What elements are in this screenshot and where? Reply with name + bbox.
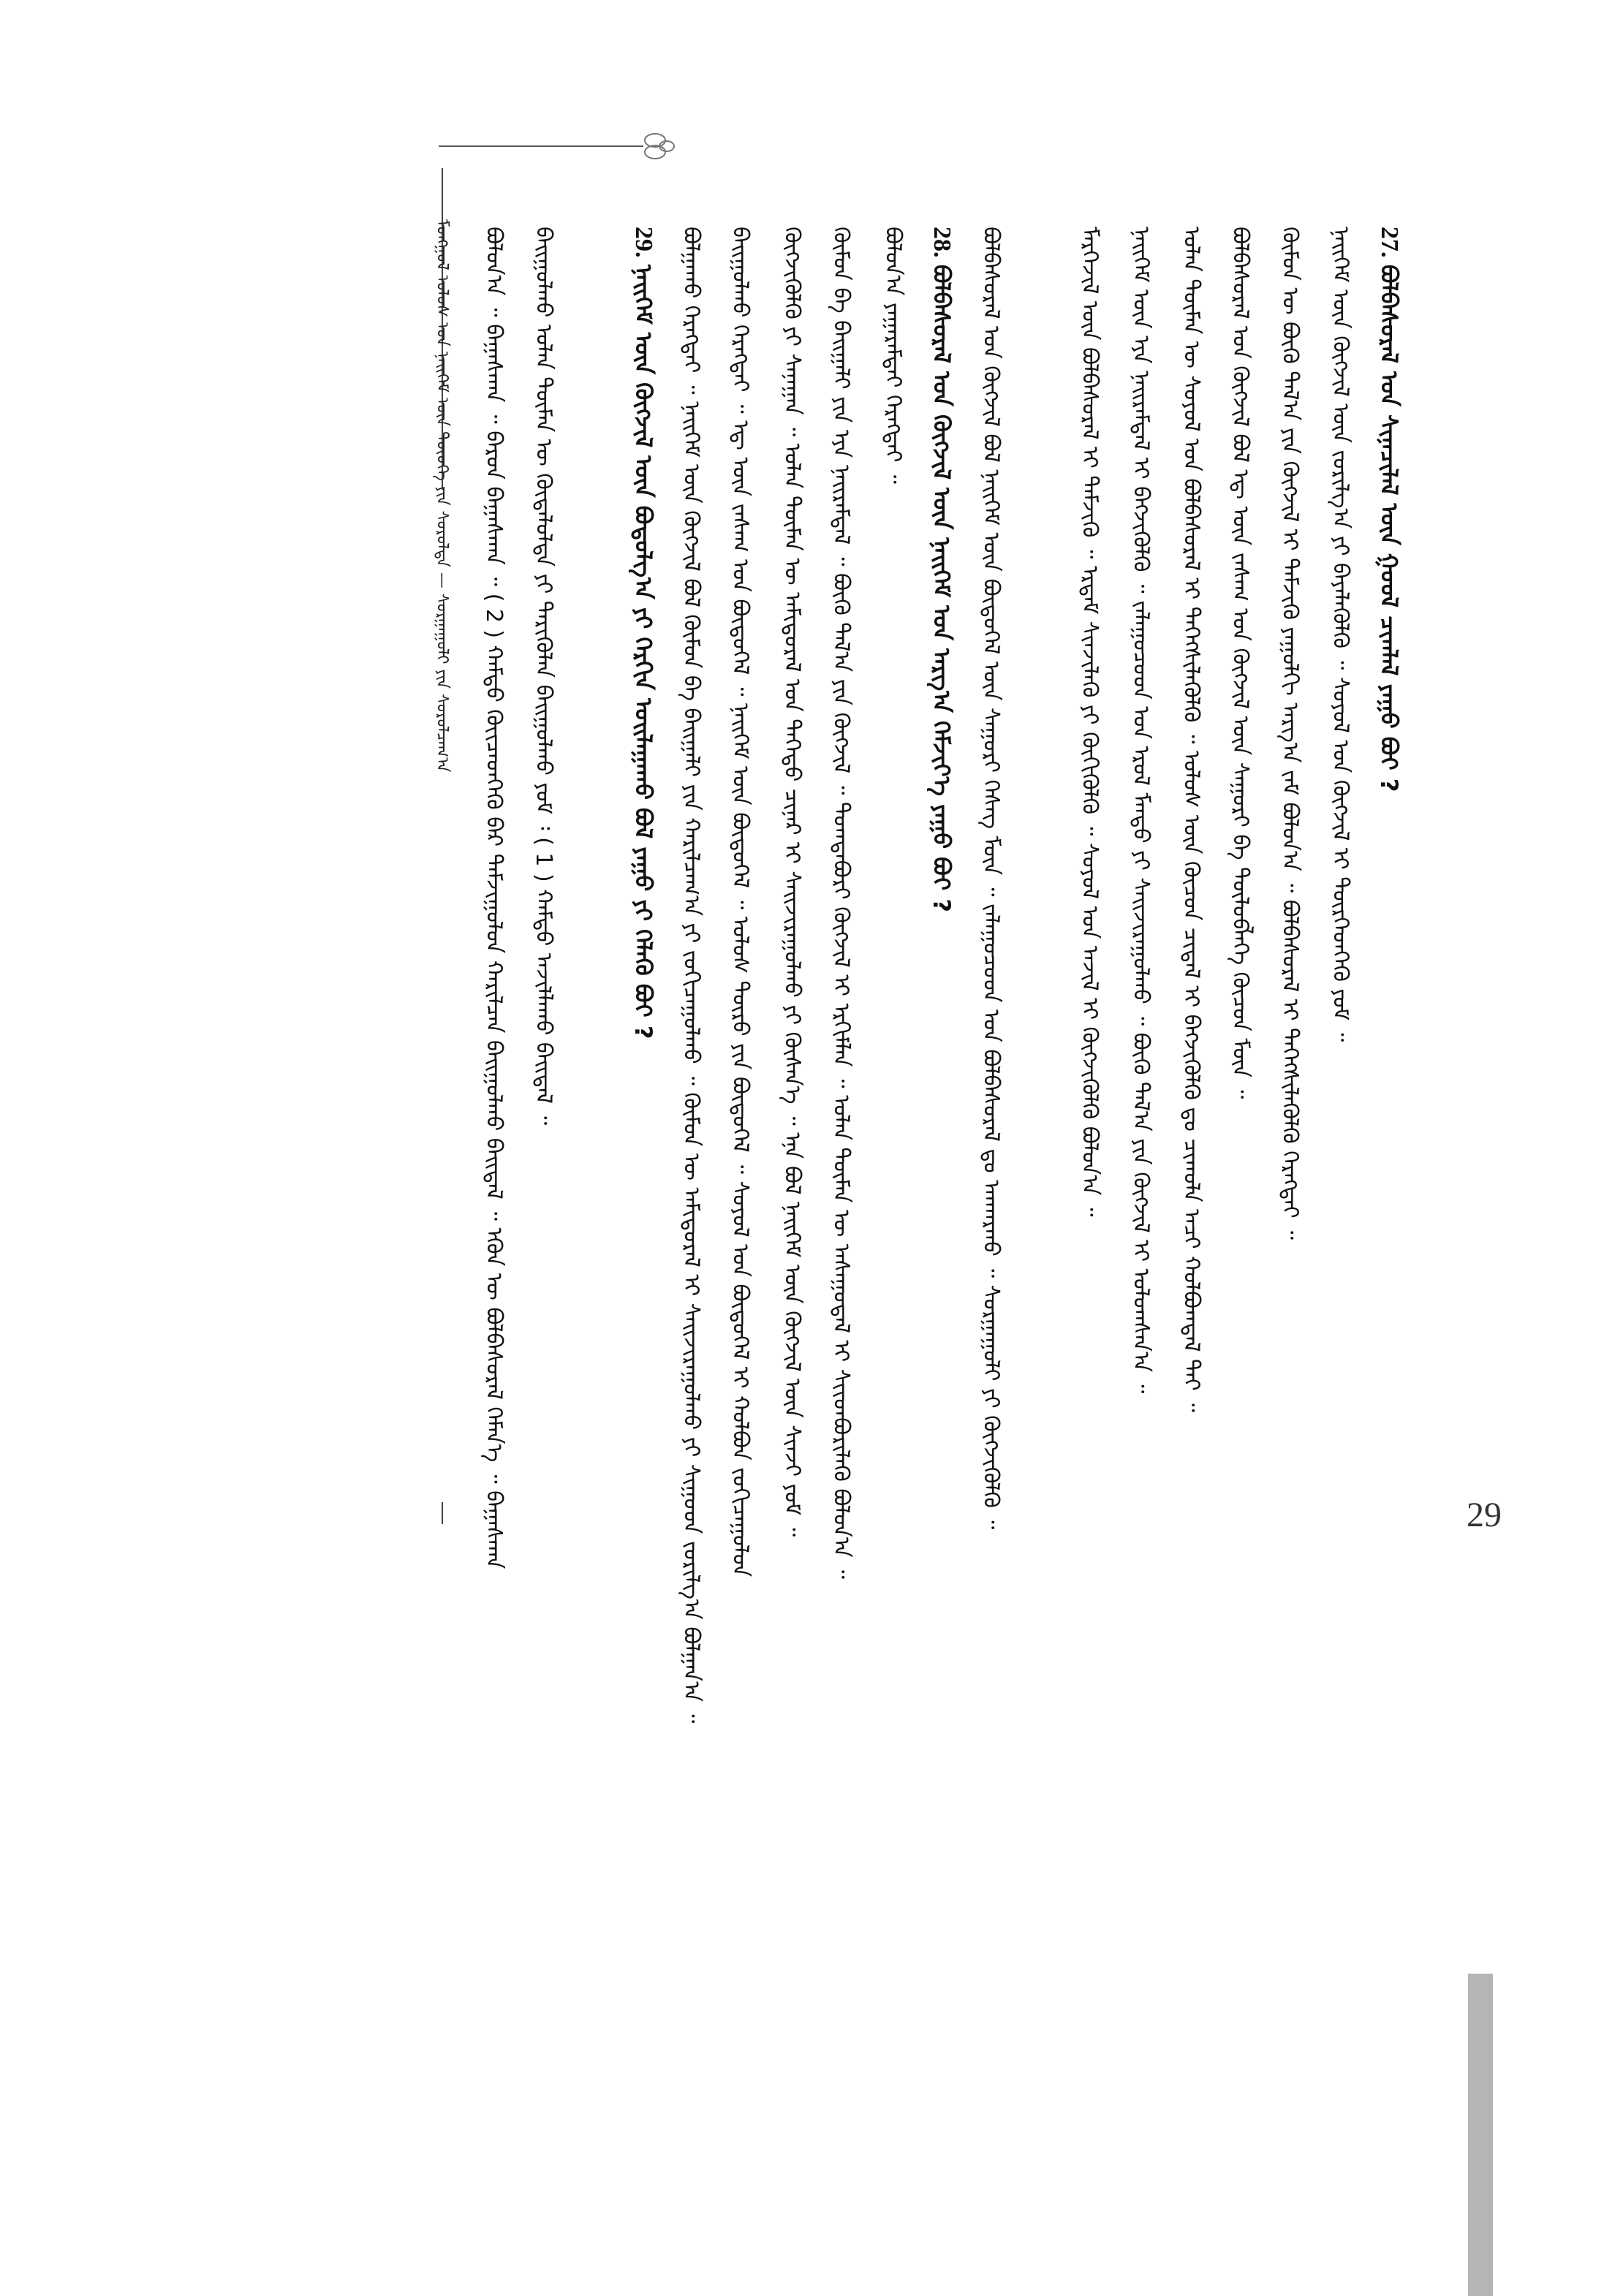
text-column: ᠪᠣᠯᠪᠠᠰᠤᠷᠠᠯ ᠤᠨ ᠬᠥᠭᠵᠢᠯ ᠪᠣᠯ ᠨᠡᠢᠭᠡᠮ ᠦᠨ ᠪᠦᠲᠦᠭᠡᠯ ᠦᠨ ᠰᠠᠭᠤᠷᠢ ᠬᠡᠰᠡᠭ ᠮᠥᠨ ᠃ ᠵᠠᠯᠠᠭᠤᠴᠤᠳ ᠤᠨ ᠪᠣᠯᠪᠠᠰᠤᠷᠠᠯ ᠳᠤ ᠠᠨᠬᠠᠷᠬᠤ ᠃ ᠰᠤᠷᠭᠠᠭᠤᠯᠢ ᠶᠢ ᠬᠥᠭᠵᠢᠭᠦᠯᠬᠦ ᠃ [978, 227, 1004, 1530]
text-column: 29. ᠨᠡᠢᠭᠡᠮ ᠦᠨ ᠬᠥᠭᠵᠢᠯ ᠦᠨ ᠪᠣᠳᠣᠯᠭ᠎ᠠ ᠶᠢ ᠬᠡᠷᠬᠢᠨ ᠣᠢᠯᠠᠭᠠᠬᠤ ᠪᠣᠯ ᠶᠠᠭᠤ ᠶᠢ ᠬᠡᠯᠡᠬᠦ ᠪᠤᠢ ? [629, 227, 657, 1039]
text-column: ᠪᠣᠯᠪᠠᠰᠤᠷᠠᠯ ᠤᠨ ᠬᠥᠭᠵᠢᠯ ᠪᠣᠯ ᠡᠳ᠋ ᠦᠨ ᠵᠠᠰᠠᠭ ᠤᠨ ᠬᠥᠭᠵᠢᠯ ᠦᠨ ᠰᠠᠭᠤᠷᠢ ᠪᠠ ᠲᠥᠯᠦᠪᠯᠡᠭᠡ ᠬᠦᠴᠦᠨ ᠮᠥᠨ ᠃ [1227, 227, 1253, 1099]
text-column: ᠬᠦᠮᠦᠨ ᠪᠠ ᠪᠠᠢᠭᠠᠯᠢ ᠶᠢᠨ ᠡᠶᠡ ᠨᠠᠢᠷᠠᠮᠳᠠᠯ ᠃ ᠪᠦᠬᠦ ᠲᠠᠯ᠎ᠠ ᠶᠢᠨ ᠬᠥᠭᠵᠢᠯ ᠃ ᠲᠣᠭᠲᠠᠪᠤᠷᠢ ᠬᠥᠭᠵᠢᠯ ᠢ ᠡᠷᠬᠢᠮᠯᠡᠨ ᠃ ᠣᠯᠠᠨ ᠲᠦᠮᠡᠨ ᠦ ᠠᠰᠠᠭᠤᠳᠠᠯ ᠢ ᠰᠢᠢᠳᠪᠦᠷᠢᠯᠡᠬᠦ ᠪᠣᠯᠤᠨ᠎ᠠ ᠃ [828, 227, 854, 1580]
text-column: ᠪᠠᠢᠭᠤᠯᠬᠤ ᠣᠯᠠᠨ ᠲᠦᠮᠡᠨ ᠦ ᠬᠦᠳᠡᠯᠦᠯᠲᠡ ᠶᠢ ᠲᠡᠷᠢᠭᠦᠯᠡᠨ ᠪᠠᠢᠭᠤᠯᠬᠤ ᠶᠤᠮ ᠄ ( 1 ) ᠬᠠᠮᠲᠤ ᠠᠵᠢᠯᠯᠠᠬᠤ ᠪᠠᠢᠳᠠᠯ ᠃ [531, 227, 556, 1126]
page-number: 29 [1467, 1496, 1502, 1534]
text-column: ᠪᠠᠢᠭᠤᠯᠬᠤ ᠬᠡᠷᠡᠭᠲᠡᠢ ᠃ ᠡᠳ᠋ ᠦᠨ ᠵᠠᠰᠠᠭ ᠤᠨ ᠪᠦᠲᠦᠭᠡᠯ ᠃ ᠨᠡᠢᠭᠡᠮ ᠦᠨ ᠪᠦᠲᠦᠭᠡᠯ ᠃ ᠤᠯᠤᠰ ᠲᠥᠷᠦ ᠶᠢᠨ ᠪᠦᠲᠦᠭᠡᠯ ᠃ ᠰᠣᠶᠣᠯ ᠤᠨ ᠪᠦᠲᠦᠭᠡᠯ ᠢ ᠬᠣᠯᠪᠣᠨ ᠵᠣᠬᠢᠴᠠᠭᠤᠯᠤᠨ [727, 227, 753, 1577]
page-edge-tab [1468, 1974, 1493, 2296]
text-column: ᠪᠣᠯᠭᠠᠬᠤ ᠬᠡᠷᠡᠭᠲᠡᠢ ᠃ ᠨᠡᠢᠭᠡᠮ ᠦᠨ ᠬᠥᠭᠵᠢᠯ ᠪᠣᠯ ᠬᠦᠮᠦᠨ ᠪᠠ ᠪᠠᠢᠭᠠᠯᠢ ᠶᠢᠨ ᠬᠠᠷᠢᠯᠴᠠᠭ᠎ᠠ ᠶᠢ ᠵᠣᠬᠢᠴᠠᠭᠤᠯᠬᠤ ᠃ ᠬᠦᠮᠦᠨ ᠦ ᠠᠮᠢᠳᠤᠷᠠᠯ ᠢ ᠰᠠᠢᠵᠢᠷᠠᠭᠤᠯᠬᠤ ᠶᠢ ᠰᠢᠭᠤᠳ ᠵᠣᠷᠢᠯᠭ᠎ᠠ ᠪᠣᠯᠭᠠᠨ᠎ᠠ ᠃ [678, 227, 704, 1724]
text-column: ᠬᠥᠭᠵᠢᠭᠦᠯᠬᠦ ᠶᠢ ᠰᠠᠨᠠᠭᠠᠨ ᠃ ᠣᠯᠠᠨ ᠲᠦᠮᠡᠨ ᠦ ᠠᠮᠢᠳᠤᠷᠠᠯ ᠤᠨ ᠳᠡᠭᠡᠳᠦ ᠴᠢᠨᠠᠷ ᠢ ᠰᠠᠢᠵᠢᠷᠠᠭᠤᠯᠬᠤ ᠶᠢ ᠬᠦᠰᠡᠨ᠎ᠡ ᠃ ᠡᠨᠡ ᠪᠣᠯ ᠨᠡᠢᠭᠡᠮ ᠦᠨ ᠬᠥᠭᠵᠢᠯ ᠦᠨ ᠰᠢᠨᠵᠢ ᠶᠤᠮ ᠃ [779, 227, 805, 1537]
text-column: 28. ᠪᠣᠯᠪᠠᠰᠤᠷᠠᠯ ᠤᠨ ᠬᠥᠭᠵᠢᠯ ᠦᠨ ᠨᠡᠢᠭᠡᠮ ᠤᠨ ᠠᠷᠭ᠎ᠠ ᠬᠡᠮᠵᠢᠶ᠎ᠡ ᠶᠠᠭᠤ ᠪᠤᠢ ? [928, 227, 956, 912]
text-column: ᠨᠡᠢᠭᠡᠮ ᠦᠨ ᠡᠶᠡ ᠨᠠᠢᠷᠠᠮᠳᠠᠯ ᠢ ᠪᠡᠬᠵᠢᠭᠦᠯᠬᠦ ᠃ ᠵᠠᠯᠠᠭᠤᠴᠤᠳ ᠤᠨ ᠡᠷᠦᠯ ᠮᠡᠨᠳᠦ ᠶᠢ ᠰᠠᠢᠵᠢᠷᠠᠭᠤᠯᠬᠤ ᠃ ᠪᠦᠬᠦ ᠲᠠᠯ᠎ᠠ ᠶᠢᠨ ᠬᠥᠭᠵᠢᠯ ᠢ ᠤᠯᠤᠭᠰᠠᠨ᠎ᠠ ᠃ [1128, 227, 1154, 1394]
text-column: ᠬᠦᠮᠦᠨ ᠦ ᠪᠦᠬᠦ ᠲᠠᠯ᠎ᠠ ᠶᠢᠨ ᠬᠥᠭᠵᠢᠯ ᠢ ᠳᠡᠮᠵᠢᠬᠦ ᠶᠠᠭᠤᠯᠬᠢ ᠠᠷᠭ᠎ᠠ ᠵᠠᠮ ᠪᠣᠯᠤᠨ᠎ᠠ ᠃ ᠪᠣᠯᠪᠠᠰᠤᠷᠠᠯ ᠢ ᠳᠡᠭᠡᠭᠰᠢᠯᠡᠭᠦᠯᠬᠦ ᠬᠡᠷᠡᠭᠲᠡᠢ ᠃ [1277, 227, 1303, 1240]
running-header: ᠮᠣᠩᠭᠣᠯ ᠤᠯᠤᠰ ᠤᠨ ᠨᠡᠢᠭᠡᠮ ᠦᠨ ᠲᠦᠦᠬᠡ ᠶᠢᠨ ᠰᠤᠷᠤᠯᠲᠠ — ᠰᠤᠷᠭᠠᠭᠤᠯᠢ ᠶᠢᠨ ᠰᠤᠷᠤᠯᠴᠠᠭ᠎ᠠ [433, 219, 451, 773]
text-column: ᠣᠯᠠᠨ ᠲᠦᠮᠡᠨ ᠦ ᠰᠣᠶᠣᠯ ᠤᠨ ᠪᠣᠯᠪᠠᠰᠤᠷᠠᠯ ᠢ ᠳᠡᠭᠡᠭᠰᠢᠯᠡᠭᠦᠯᠬᠦ ᠃ ᠤᠯᠤᠰ ᠦᠨ ᠬᠦᠴᠦᠨ ᠴᠢᠳᠠᠯ ᠢ ᠪᠡᠬᠵᠢᠭᠦᠯᠬᠦ ᠳᠤ ᠴᠢᠬᠤᠯᠠ ᠠᠴᠢ ᠬᠣᠯᠪᠣᠭᠳᠠᠯ ᠲᠠᠢ ᠃ [1179, 227, 1204, 1412]
text-column: ᠪᠣᠯᠤᠨ᠎ᠠ ᠶᠠᠭᠠᠷᠠᠮᠲᠠᠢ ᠬᠡᠷᠡᠭᠲᠡᠢ ᠃ [880, 227, 906, 484]
text-column: 27. ᠪᠣᠯᠪᠠᠰᠤᠷᠠᠯ ᠤᠨ ᠰᠢᠨᠡᠴᠢᠯᠡᠯ ᠦᠨ ᠭᠣᠣᠯ ᠴᠢᠭᠯᠠᠯ ᠶᠠᠭᠤ ᠪᠤᠢ ? [1375, 227, 1403, 792]
header-ornament [439, 124, 680, 168]
header-rule-end [442, 1502, 443, 1524]
text-column: ᠨᠡᠢᠭᠡᠮ ᠦᠨ ᠬᠥᠭᠵᠢᠯ ᠦᠨ ᠵᠣᠷᠢᠯᠭ᠎ᠠ ᠶᠢ ᠪᠡᠶᠡᠯᠡᠭᠦᠯᠬᠦ ᠃ ᠰᠣᠶᠣᠯ ᠤᠨ ᠬᠥᠭᠵᠢᠯ ᠢ ᠲᠦᠷᠭᠡᠳᠬᠡᠬᠦ ᠶᠤᠮ ᠃ [1328, 227, 1353, 1042]
text-column: ᠮᠡᠷᠭᠡᠵᠢᠯ ᠦᠨ ᠪᠣᠯᠪᠠᠰᠤᠷᠠᠯ ᠢ ᠳᠡᠮᠵᠢᠬᠦ ᠃ ᠡᠷᠳᠡᠮ ᠰᠢᠨᠵᠢᠯᠡᠬᠦ ᠶᠢ ᠬᠥᠬᠢᠭᠦᠯᠬᠦ ᠃ ᠰᠣᠶᠣᠯ ᠤᠨ ᠠᠵᠢᠯ ᠢ ᠬᠥᠭᠵᠢᠭᠦᠯᠬᠦ ᠪᠣᠯᠤᠨ᠎ᠠ ᠃ [1077, 227, 1102, 1217]
text-column: ᠪᠣᠯᠤᠨ᠎ᠠ ᠃ ᠪᠠᠭᠠᠰᠬᠠᠨ ᠃ ᠪᠠᠷᠤᠨ ᠪᠠᠭᠠᠰᠬᠠᠨ ᠃ ( 2 ) ᠬᠠᠮᠲᠤ ᠭᠦᠢᠴᠡᠳᠬᠡᠬᠦ ᠪᠠᠷ ᠳᠠᠮᠵᠢᠭᠤᠯᠤᠨ ᠬᠠᠷᠢᠯᠴᠠᠨ ᠪᠠᠢᠭᠤᠯᠬᠤ ᠪᠠᠢᠳᠠᠯ ᠃ ᠡᠭᠦᠨ ᠦ ᠪᠣᠯᠪᠠᠰᠤᠷᠠᠯ ᠬᠡᠮᠡᠨ᠎ᠡ ᠃ ᠪᠠᠭᠠᠰᠬᠠᠨ [481, 227, 507, 1569]
